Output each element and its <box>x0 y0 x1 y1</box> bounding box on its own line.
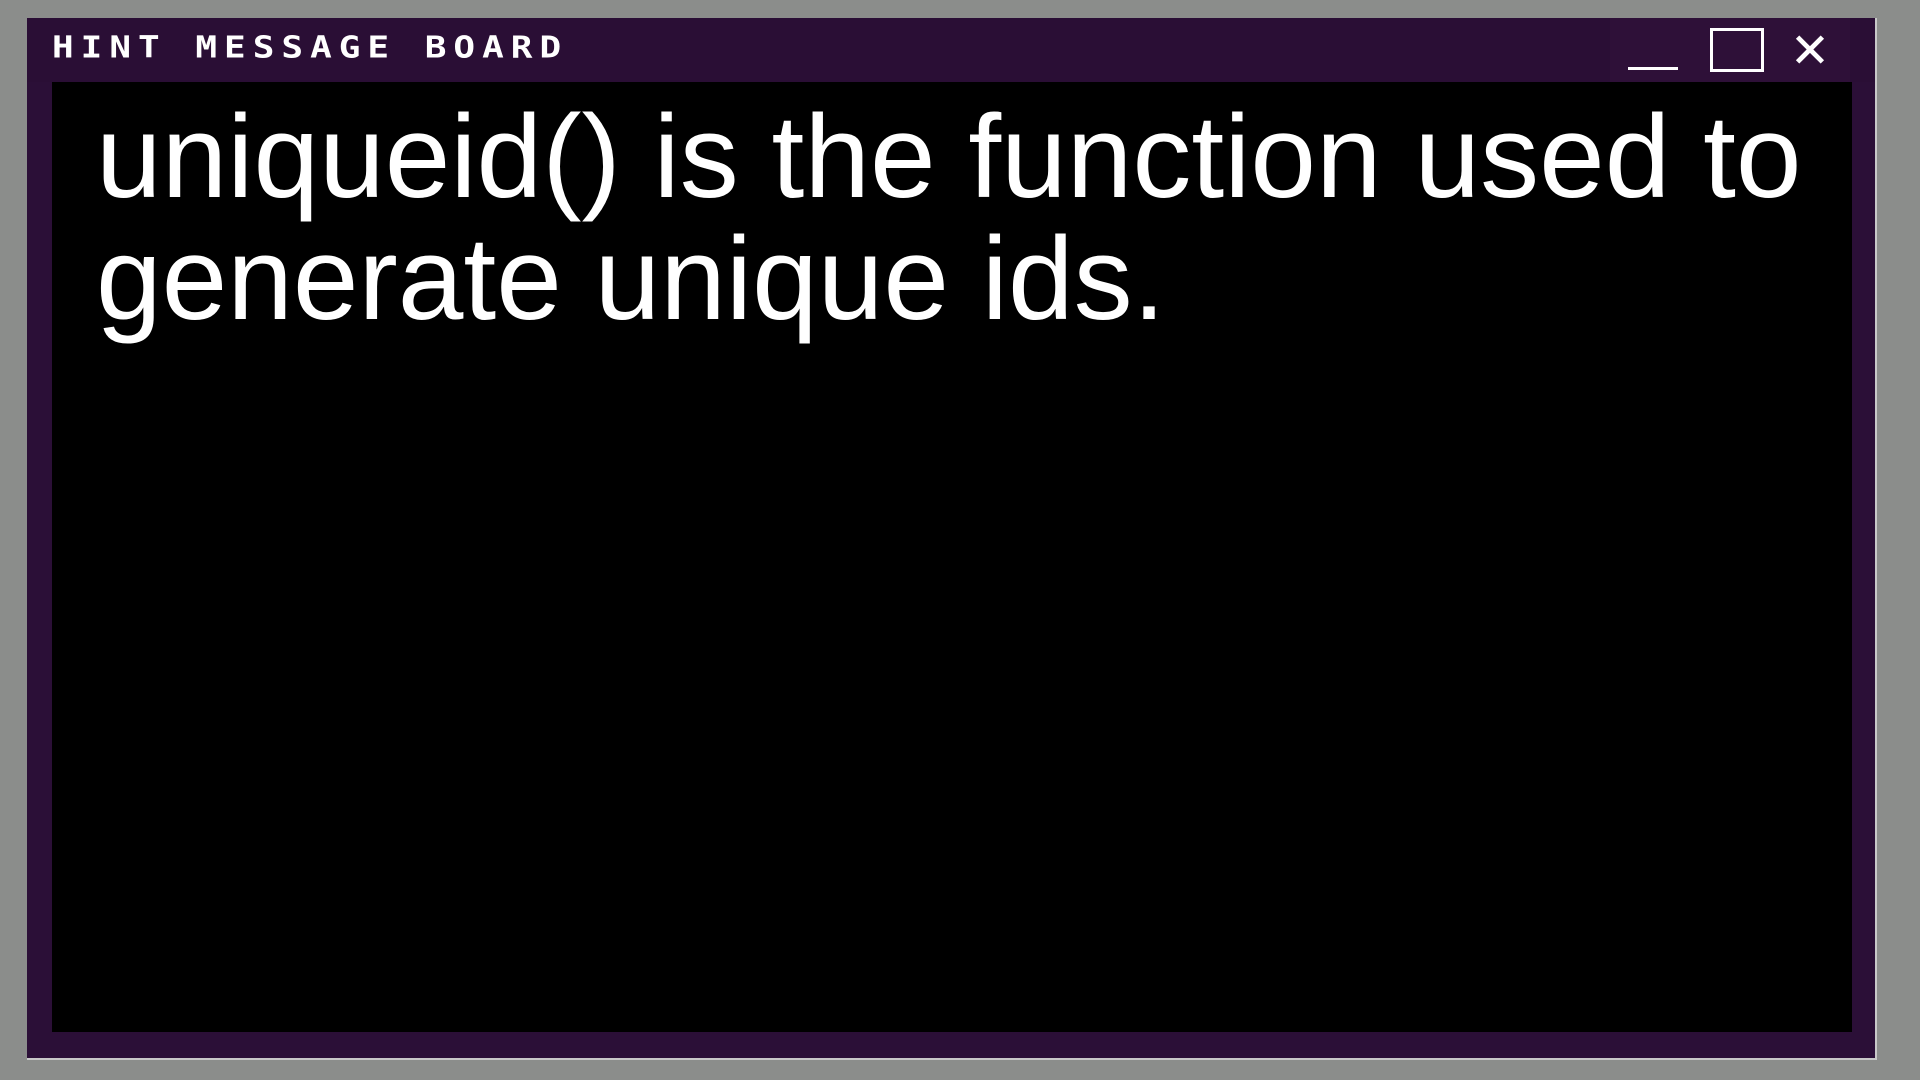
message-area <box>52 82 1852 1032</box>
window-controls <box>1610 18 1850 82</box>
maximize-icon[interactable] <box>1705 26 1765 76</box>
hint-message-board-window <box>27 18 1877 1060</box>
minimize-icon[interactable] <box>1620 26 1680 76</box>
title-bar[interactable] <box>27 18 1875 82</box>
hint-message: uniqueid() is the function used to generate unique ids. <box>96 91 1802 345</box>
close-icon[interactable]: ✕ <box>1789 23 1831 79</box>
window-title: HINT MESSAGE BOARD <box>52 30 569 65</box>
